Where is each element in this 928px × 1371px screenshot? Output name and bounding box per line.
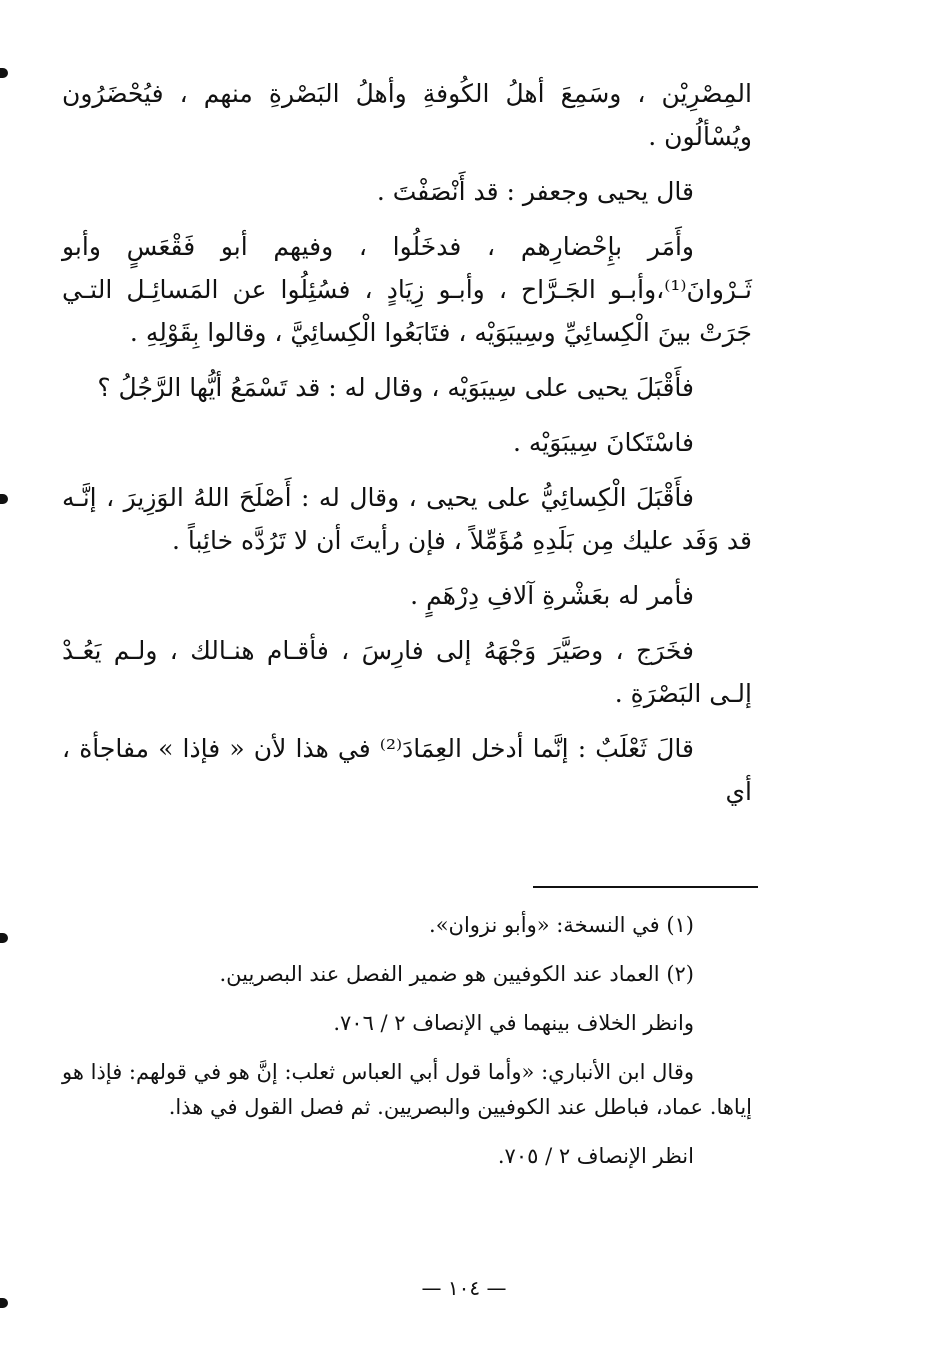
main-text [62, 72, 752, 825]
footnote: وانظر الخلاف بينهما في الإنصاف ٢ / ٧٠٦. [333, 1011, 694, 1035]
margin-mark [0, 494, 8, 504]
footnote: وقال ابن الأنباري: «وأما قول أبي العباس ثعلب: إنَّ هو في قولهم: فإذا هو إياها. عماد، فباطل عند الكوفيين والبصريين. ثم فصل القول في هذا. [62, 1060, 752, 1119]
paragraph: وأَمَر بإِحْضارِهم ، فدخَلُوا ، وفيهم أبو فَقْعَسٍ وأبو ثَـرْوانَ⁽¹⁾،وأبـو الجَـرَّاح ، وأبـو زِيَادٍ ، فسُئِلُوا عن المَسائِـل التـي جَرَتْ بينَ الْكِسائِيِّ وسِيبَوَيْه ، فتَابَعُوا الْكِسائِيَّ ، وقالوا بِقَوْلِهِ . [62, 232, 752, 347]
footnote-separator [533, 886, 758, 888]
footnote: (١) في النسخة: «وأبو نزوان». [429, 913, 694, 937]
footnote: (٢) العماد عند الكوفيين هو ضمير الفصل عند البصريين. [219, 962, 694, 986]
paragraph: قالَ ثَعْلَبٌ : إنَّما أدخل العِمَادَ⁽²⁾ في هذا لأن « فإذا » مفاجأة ، أي [62, 734, 752, 806]
footnotes [62, 908, 752, 1188]
footnote: انظر الإنصاف ٢ / ٧٠٥. [497, 1144, 694, 1168]
paragraph: قال يحيى وجعفر : قد أَنْصَفْتَ . [376, 177, 694, 206]
paragraph: فأَقْبَلَ يحيى على سِيبَوَيْه ، وقال له : قد تَسْمَعُ أيُّها الرَّجُلُ ؟ [97, 373, 694, 402]
margin-mark [0, 68, 8, 78]
paragraph: فخَرَج ، وصَيَّرَ وَجْهَهُ إلى فارِسَ ، فأقـام هنـالك ، ولـم يَعُـدْ إلـى البَصْرَةِ . [62, 636, 752, 708]
paragraph: فأمر له بعَشْرةِ آلافِ دِرْهَمٍ . [410, 581, 694, 610]
paragraph: المِصْرِيْن ، وسَمِعَ أهلُ الكُوفةِ وأهلُ البَصْرةِ منهم ، فيُحْضَرُون ويُسْألُون . [62, 79, 752, 151]
paragraph: فأَقْبَلَ الْكِسائِيُّ على يحيى ، وقال له : أَصْلَحَ اللهُ الوَزِيرَ ، إنَّـه قد وَفَد عليك مِن بَلَدِهِ مُؤَمِّلاً ، فإن رأيتَ أن لا تَرُدَّه خائِباً . [62, 483, 752, 555]
paragraph: فاسْتَكانَ سِيبَوَيْه . [513, 428, 694, 457]
page-number: — ١٠٤ — [421, 1276, 507, 1300]
margin-mark [0, 933, 8, 943]
